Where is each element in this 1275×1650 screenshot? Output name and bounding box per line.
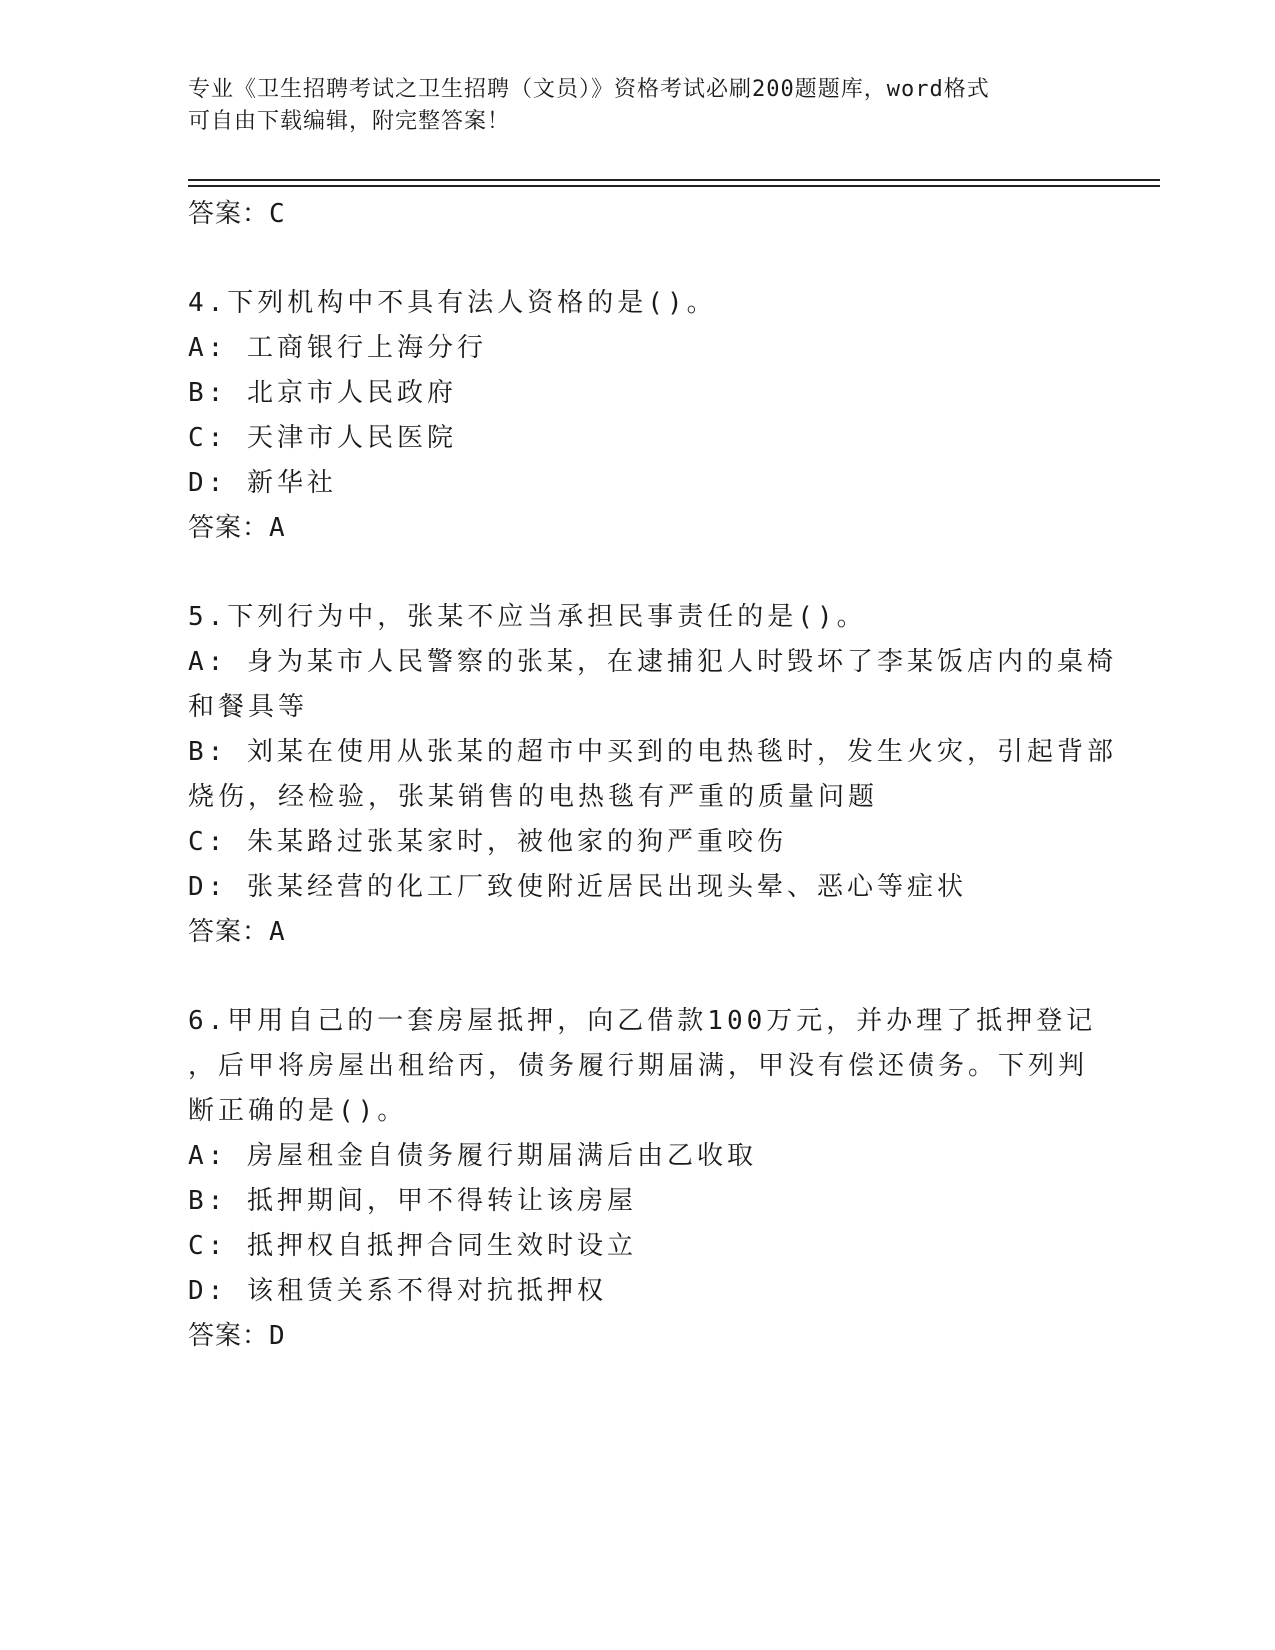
header-line-2: 可自由下载编辑，附完整答案！ — [188, 109, 511, 134]
answer-label: 答案： — [188, 917, 270, 947]
option-d: D: 新华社 — [188, 468, 337, 498]
option-b: B: 抵押期间，甲不得转让该房屋 — [188, 1186, 637, 1216]
question-6 — [188, 999, 1097, 1359]
question-stem: 6.甲用自己的一套房屋抵押，向乙借款100万元，并办理了抵押登记 — [188, 1006, 1097, 1036]
question-5 — [188, 595, 1117, 955]
option-c: C: 抵押权自抵押合同生效时设立 — [188, 1231, 637, 1261]
answer-line — [188, 506, 1088, 551]
question-stem-continued: 断正确的是()。 — [188, 1096, 408, 1126]
option-a: A: 工商银行上海分行 — [188, 333, 487, 363]
answer-value: C — [269, 199, 286, 229]
answer-line — [188, 1314, 1088, 1359]
option-b-continued: 烧伤，经检验，张某销售的电热毯有严重的质量问题 — [188, 782, 879, 812]
spacer — [188, 237, 1088, 281]
answer-label: 答案： — [188, 199, 270, 229]
question-4 — [188, 281, 1088, 551]
header-divider-top — [188, 179, 1160, 181]
answer-label: 答案： — [188, 1321, 270, 1351]
header-line-1: 专业《卫生招聘考试之卫生招聘（文员）》资格考试必刷200题题库，word格式 — [188, 77, 990, 102]
question-stem: 5.下列行为中，张某不应当承担民事责任的是()。 — [188, 602, 867, 632]
option-a: A: 身为某市人民警察的张某，在逮捕犯人时毁坏了李某饭店内的桌椅 — [188, 647, 1117, 677]
answer-label: 答案： — [188, 513, 270, 543]
question-stem: 4.下列机构中不具有法人资格的是()。 — [188, 288, 717, 318]
spacer — [188, 955, 1088, 999]
answer-value: D — [269, 1321, 286, 1351]
answer-value: A — [269, 513, 286, 543]
option-c: C: 朱某路过张某家时，被他家的狗严重咬伤 — [188, 827, 787, 857]
document-header — [188, 74, 1088, 138]
option-d: D: 该租赁关系不得对抗抵押权 — [188, 1276, 607, 1306]
header-divider-bottom — [188, 185, 1160, 187]
option-b: B: 北京市人民政府 — [188, 378, 457, 408]
spacer — [188, 551, 1088, 595]
answer-line — [188, 910, 1088, 955]
answer-value: A — [269, 917, 286, 947]
question-stem-continued: ，后甲将房屋出租给丙，债务履行期届满，甲没有偿还债务。下列判 — [188, 1051, 1089, 1081]
option-a-continued: 和餐具等 — [188, 692, 309, 722]
option-a: A: 房屋租金自债务履行期届满后由乙收取 — [188, 1141, 757, 1171]
question-content — [188, 192, 1117, 1359]
option-c: C: 天津市人民医院 — [188, 423, 457, 453]
option-b: B: 刘某在使用从张某的超市中买到的电热毯时，发生火灾，引起背部 — [188, 737, 1117, 767]
option-d: D: 张某经营的化工厂致使附近居民出现头晕、恶心等症状 — [188, 872, 967, 902]
answer-line — [188, 192, 1088, 237]
